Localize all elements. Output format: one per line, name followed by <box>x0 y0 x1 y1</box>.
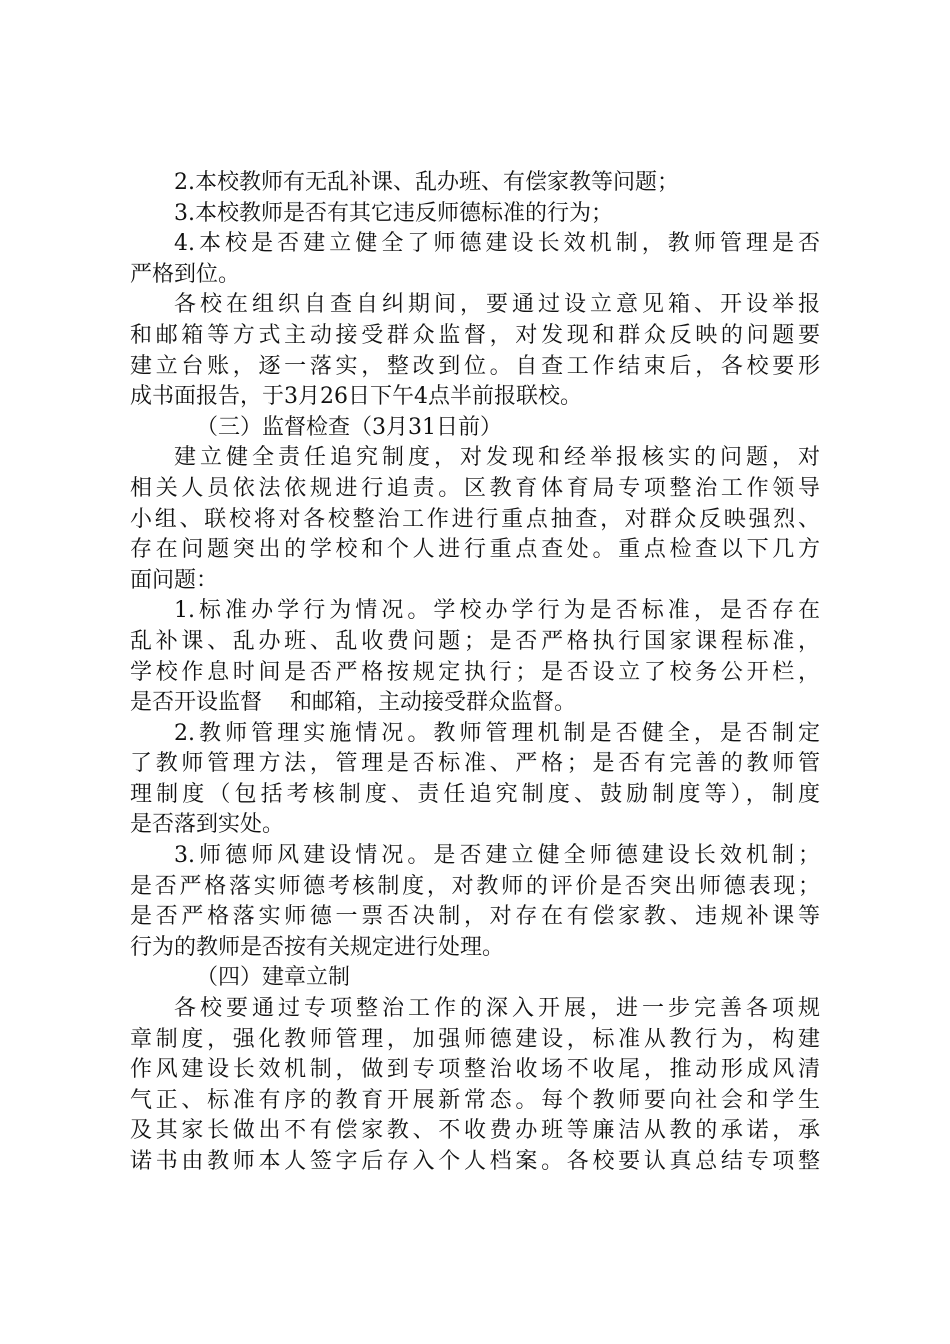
text-line: 4.本校是否建立健全了师德建设长效机制，教师管理是否 <box>174 231 820 257</box>
text-line: 成书面报告，于3月26日下午4点半前报联校。 <box>130 384 582 410</box>
text-line: 理制度（包括考核制度、责任追究制度、鼓励制度等），制度 <box>130 781 820 807</box>
text-line: 气正、标准有序的教育开展新常态。每个教师要向社会和学生 <box>130 1087 820 1113</box>
text-line: 及其家长做出不有偿家教、不收费办班等廉洁从教的承诺，承 <box>130 1118 820 1144</box>
text-line: 存在问题突出的学校和个人进行重点查处。重点检查以下几方 <box>130 537 820 563</box>
text-line: 是否严格落实师德考核制度，对教师的评价是否突出师德表现； <box>130 873 820 899</box>
text-line: 各校在组织自查自纠期间，要通过设立意见箱、开设举报 <box>174 292 820 318</box>
text-line: 和邮箱等方式主动接受群众监督，对发现和群众反映的问题要 <box>130 322 820 348</box>
text-line: 2.教师管理实施情况。教师管理机制是否健全，是否制定 <box>174 720 820 746</box>
text-line: 乱补课、乱办班、乱收费问题；是否严格执行国家课程标准， <box>130 628 820 654</box>
text-line: 各校要通过专项整治工作的深入开展，进一步完善各项规 <box>174 996 820 1022</box>
text-line: 建立健全责任追究制度，对发现和经举报核实的问题，对 <box>174 445 820 471</box>
text-line: 章制度，强化教师管理，加强师德建设，标准从教行为，构建 <box>130 1026 820 1052</box>
text-line: 是否开设监督 和邮箱，主动接受群众监督。 <box>130 690 576 716</box>
text-line: 3.本校教师是否有其它违反师德标准的行为； <box>174 200 613 226</box>
text-line: 了教师管理方法，管理是否标准、严格；是否有完善的教师管 <box>130 751 820 777</box>
text-line: 是否严格落实师德一票否决制，对存在有偿家教、违规补课等 <box>130 904 820 930</box>
text-line: （三）监督检查（3月31日前） <box>196 414 502 440</box>
text-line: 面问题： <box>130 567 219 593</box>
text-line: 2.本校教师有无乱补课、乱办班、有偿家教等问题； <box>174 170 679 195</box>
text-line: 3.师德师风建设情况。是否建立健全师德建设长效机制； <box>174 843 820 869</box>
text-line: 是否落到实处。 <box>130 812 285 838</box>
text-line: （四）建章立制 <box>196 965 351 991</box>
text-line: 作风建设长效机制，做到专项整治收场不收尾，推动形成风清 <box>130 1057 820 1083</box>
document-body <box>130 168 820 1178</box>
text-line: 1.标准办学行为情况。学校办学行为是否标准，是否存在 <box>174 598 820 624</box>
text-line: 学校作息时间是否严格按规定执行；是否设立了校务公开栏， <box>130 659 820 685</box>
text-line: 相关人员依法依规进行追责。区教育体育局专项整治工作领导 <box>130 475 820 501</box>
text-line: 建立台账，逐一落实，整改到位。自查工作结束后，各校要形 <box>130 353 820 379</box>
text-line: 诺书由教师本人签字后存入个人档案。各校要认真总结专项整 <box>130 1149 820 1174</box>
text-line: 行为的教师是否按有关规定进行处理。 <box>130 934 505 960</box>
text-line: 小组、联校将对各校整治工作进行重点抽查，对群众反映强烈、 <box>130 506 820 532</box>
text-line: 严格到位。 <box>130 261 241 287</box>
